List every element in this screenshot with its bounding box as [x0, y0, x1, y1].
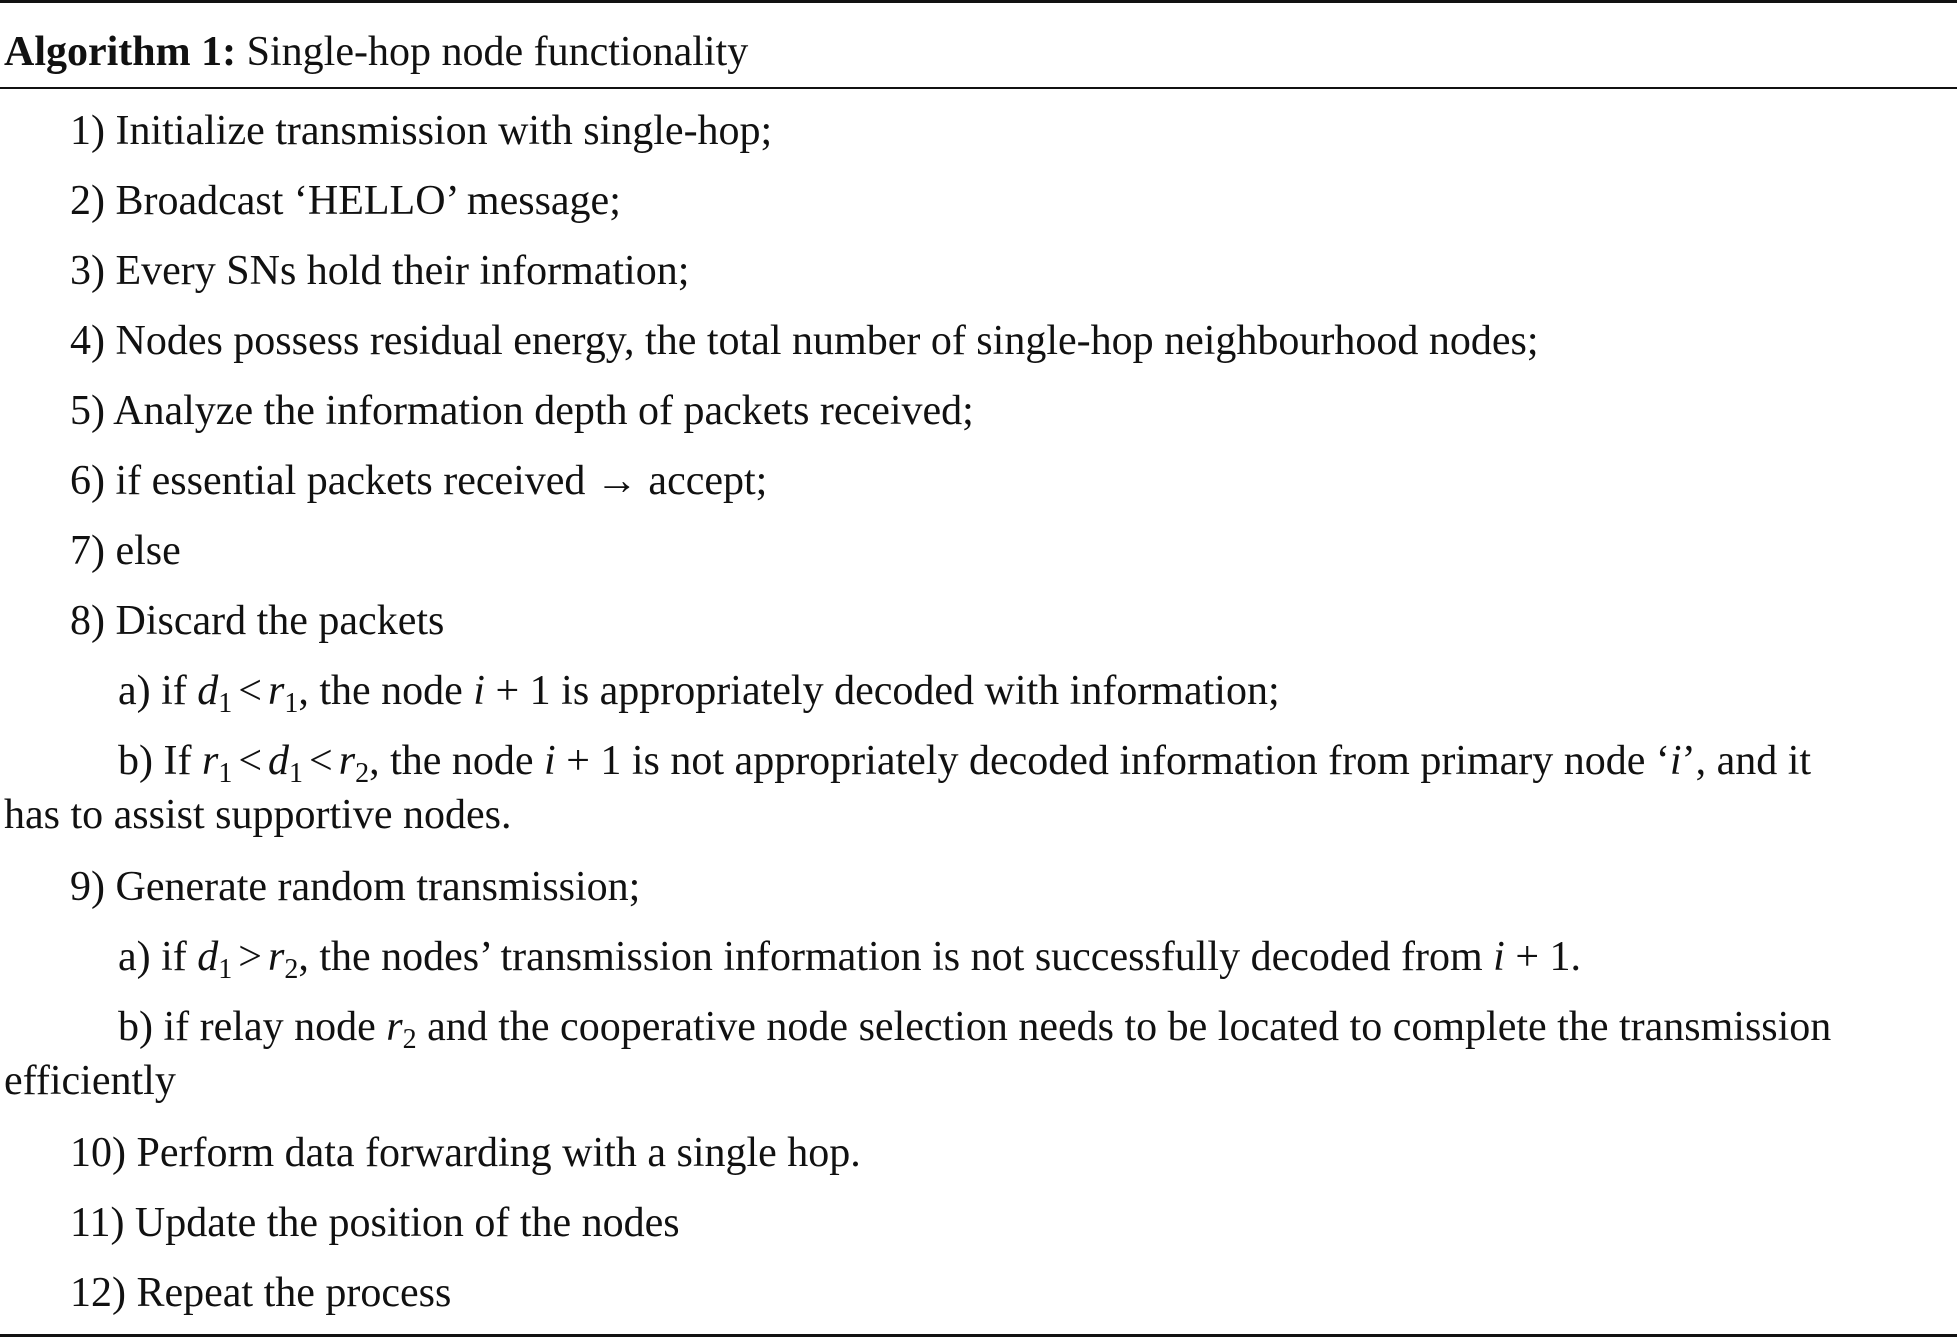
step-1: 1) Initialize transmission with single-hop;	[70, 108, 773, 154]
step-8: 8) Discard the packets	[70, 598, 445, 644]
step-8a: a) if $d_1 < r_1$, the node i + 1 is appropriately decoded with information;	[118, 668, 1280, 719]
step-9a: a) if $d_1 > r_2$, the nodes’ transmission information is not successfully decoded from i + 1.	[118, 934, 1582, 985]
algorithm-header	[4, 24, 748, 80]
step-9: 9) Generate random transmission;	[70, 864, 641, 910]
step-6: 6) if essential packets received → accept;	[70, 458, 768, 504]
step-7: 7) else	[70, 528, 181, 574]
top-rule	[0, 0, 1957, 3]
step-8b: b) If $r_1 < d_1 < r_2$, the node i + 1 is not appropriately decoded information from primary node ‘i’, and it	[118, 738, 1812, 789]
step-9b-continuation: efficiently	[4, 1058, 176, 1104]
step-4: 4) Nodes possess residual energy, the total number of single-hop neighbourhood nodes;	[70, 318, 1539, 364]
step-2: 2) Broadcast ‘HELLO’ message;	[70, 178, 621, 224]
step-5: 5) Analyze the information depth of packets received;	[70, 388, 974, 434]
step-9b: b) if relay node $r_2$ and the cooperative node selection needs to be located to complete the transmission	[118, 1004, 1832, 1055]
step-3: 3) Every SNs hold their information;	[70, 248, 690, 294]
algorithm-title: Single-hop node functionality	[246, 29, 749, 75]
algorithm-label: Algorithm 1:	[4, 29, 237, 75]
step-8b-continuation: has to assist supportive nodes.	[4, 792, 512, 838]
step-11: 11) Update the position of the nodes	[70, 1200, 680, 1246]
header-rule	[0, 87, 1957, 89]
step-12: 12) Repeat the process	[70, 1270, 452, 1316]
step-10: 10) Perform data forwarding with a single hop.	[70, 1130, 861, 1176]
bottom-rule	[0, 1334, 1957, 1337]
